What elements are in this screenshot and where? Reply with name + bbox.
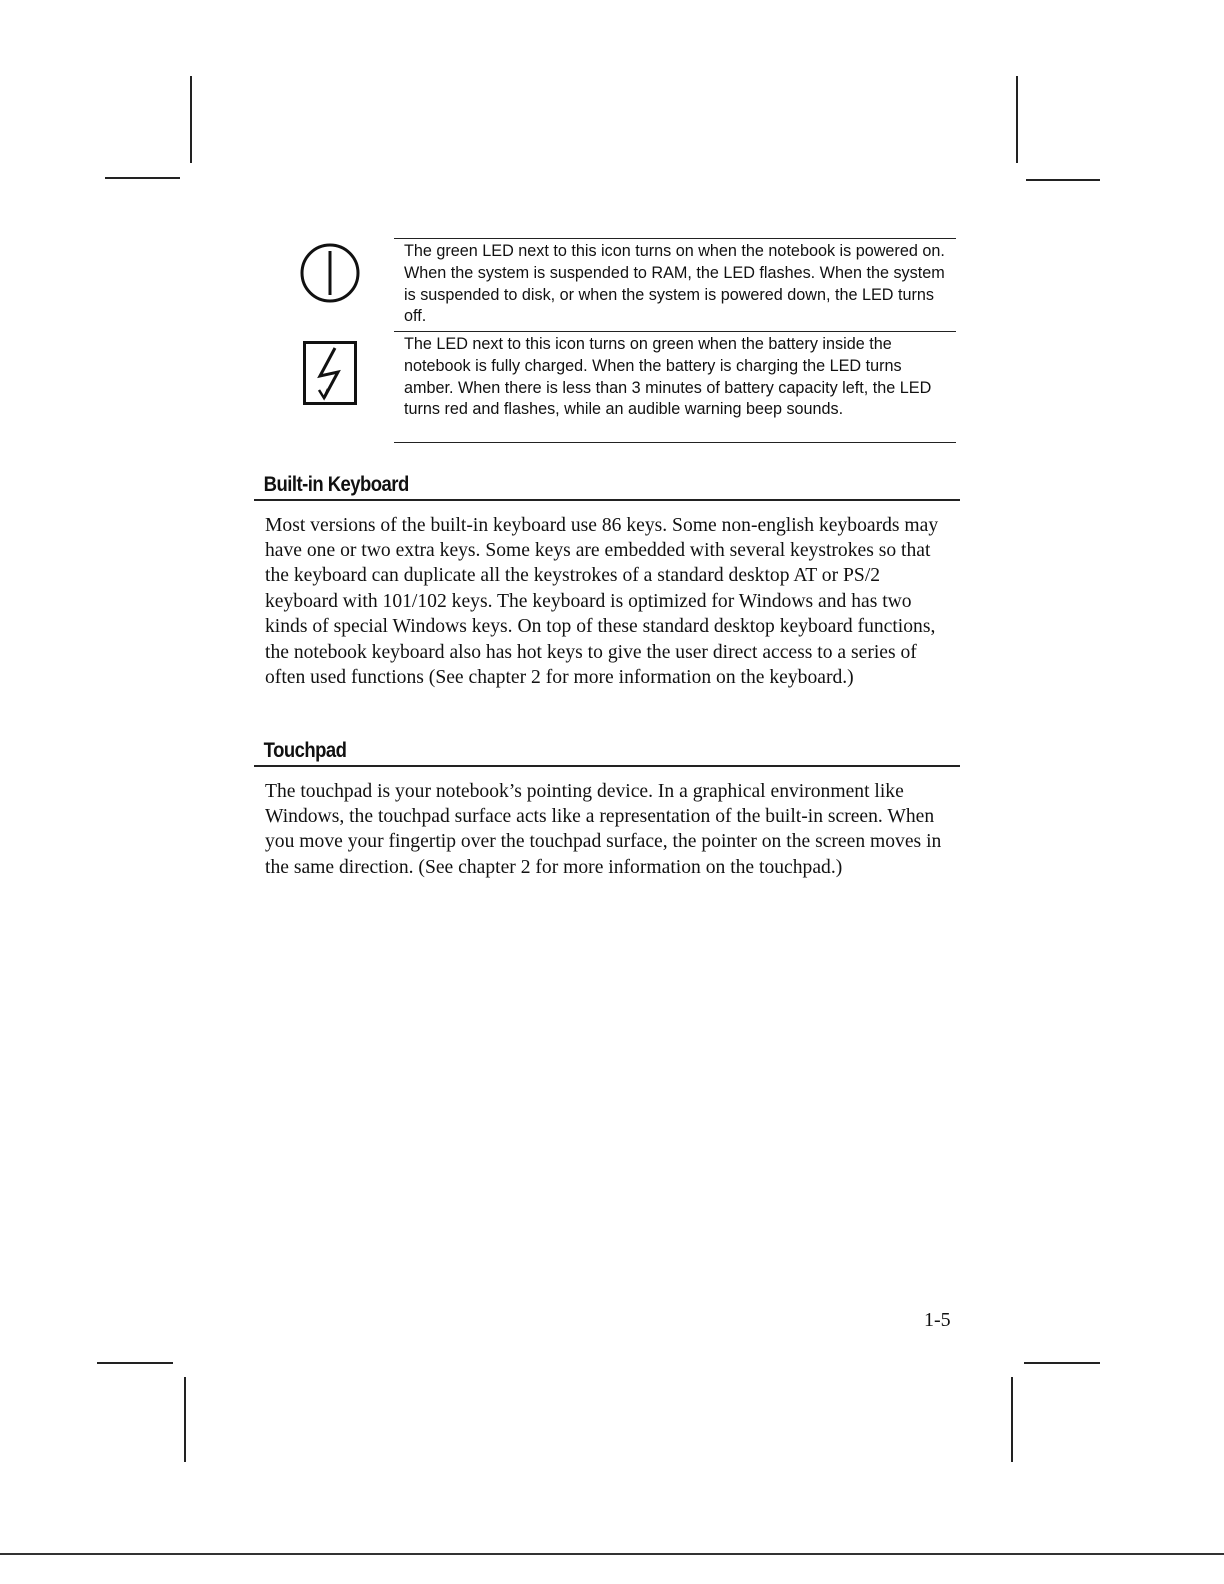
keyboard-heading-rule	[254, 499, 960, 501]
crop-mark-bottom-right-horizontal	[1024, 1362, 1100, 1364]
battery-charge-icon	[302, 340, 358, 406]
crop-mark-top-right-horizontal	[1026, 179, 1100, 181]
touchpad-heading: Touchpad	[263, 739, 347, 762]
crop-mark-bottom-left-vertical	[184, 1377, 186, 1462]
crop-mark-bottom-left-horizontal	[97, 1362, 173, 1364]
touchpad-heading-rule	[254, 765, 960, 767]
crop-mark-top-left-horizontal	[105, 177, 180, 179]
touchpad-section	[254, 737, 960, 900]
keyboard-section	[254, 471, 960, 710]
battery-led-description: The LED next to this icon turns on green when the battery inside the notebook is fully charged. When the battery is charging the LED turns amber. When there is less than 3 minutes of battery capacity left, the LED turns red and flashes, while an audible warning beep sounds.	[394, 331, 956, 443]
page-bottom-rule	[0, 1553, 1224, 1555]
keyboard-heading: Built-in Keyboard	[263, 473, 409, 496]
crop-mark-top-right-vertical	[1016, 76, 1018, 163]
touchpad-paragraph: The touchpad is your notebook’s pointing device. In a graphical environment like Windows, the touchpad surface acts like a representation of the built-in screen. When you move your fingertip over the touchpad surface, the pointer on the screen moves in the same direction. (See chapter 2 for more information on the touchpad.)	[265, 780, 942, 878]
page-number: 1-5	[924, 1309, 951, 1331]
crop-mark-top-left-vertical	[190, 76, 192, 163]
crop-mark-bottom-right-vertical	[1011, 1377, 1013, 1462]
power-icon	[297, 240, 363, 306]
led-indicator-table	[394, 238, 956, 443]
power-led-description: The green LED next to this icon turns on when the notebook is powered on. When the system is suspended to RAM, the LED flashes. When the system is suspended to disk, or when the system is powered down, the LED turns off.	[394, 238, 956, 331]
keyboard-paragraph: Most versions of the built-in keyboard use 86 keys. Some non-english keyboards may have one or two extra keys. Some keys are embedded with several keystrokes so that the keyboard can duplicate all the keystrokes of a standard desktop AT or PS/2 keyboard with 101/102 keys. The keyboard is optimized for Windows and has two kinds of special Windows keys. On top of these standard desktop keyboard functions, the notebook keyboard also has hot keys to give the user direct access to a series of often used functions (See chapter 2 for more information on the keyboard.)	[265, 514, 939, 688]
